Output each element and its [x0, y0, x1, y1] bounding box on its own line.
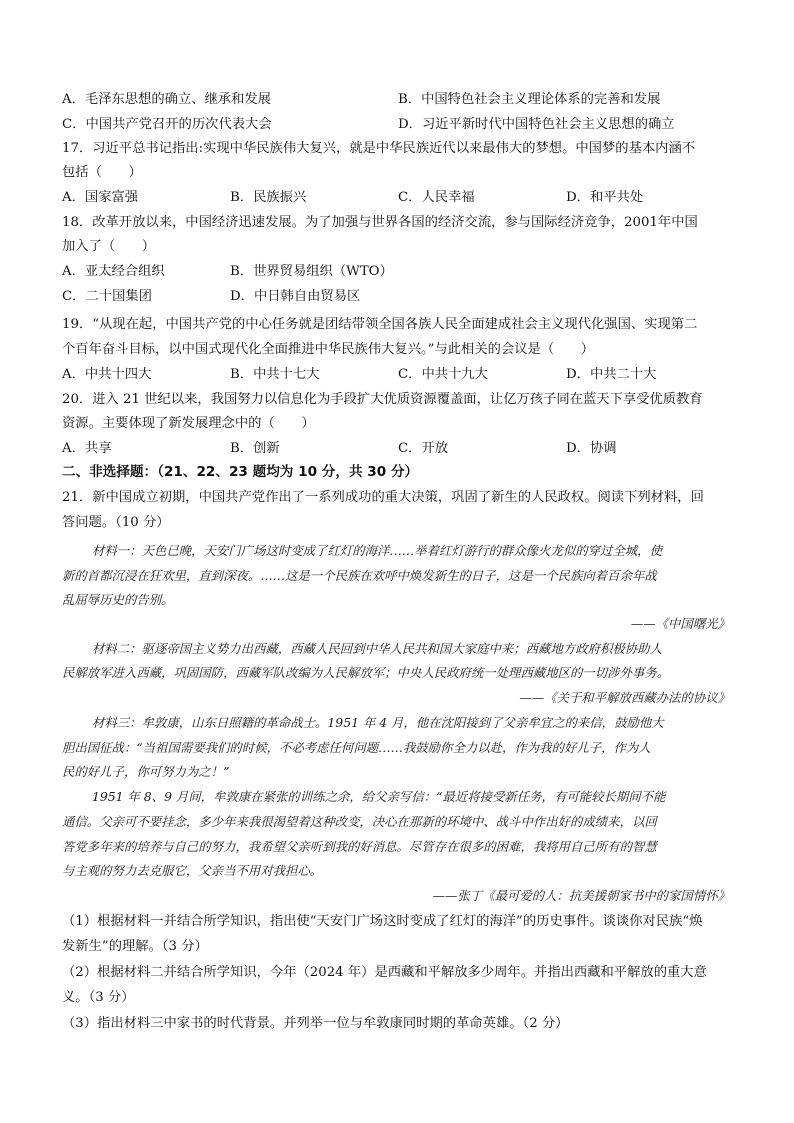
- subq1-line1: （1）根据材料一并结合所学知识，指出使“天安门广场这时变成了红灯的海洋”的历史事件。谈谈你对民族“焕: [62, 914, 703, 929]
- q18-option-c: C．二十国集团: [62, 289, 152, 304]
- q19-option-b: B．中共十七大: [230, 367, 320, 382]
- q18-option-a: A．亚太经合组织: [62, 264, 165, 279]
- material2-line1: 材料二：驱逐帝国主义势力出西藏，西藏人民回到中华人民共和国大家庭中来；西藏地方政府积极协助人: [92, 641, 662, 656]
- q20-option-a: A．共享: [62, 441, 112, 456]
- q17-option-b: B．民族振兴: [230, 190, 307, 205]
- material3-line6: 答党多年来的培养与自己的努力，我希望父亲听到我的好消息。尽管存在很多的困难，我将用自己所有的智慧: [62, 839, 657, 854]
- material1-line3: 乱屈辱历史的告别。: [62, 592, 174, 607]
- section-heading: 二、非选择题：（21、22、23 题均为 10 分，共 30 分）: [62, 464, 419, 480]
- q20-stem-line1: 20．进入 21 世纪以来，我国努力以信息化为手段扩大优质资源覆盖面，让亿万孩子同在蓝天下享受优质教育: [62, 392, 703, 407]
- material3-line3: 民的好儿子，你可努力为之！”: [62, 764, 230, 779]
- q21-stem-line1: 21．新中国成立初期，中国共产党作出了一系列成功的重大决策，巩固了新生的人民政权。阅读下列材料，回: [62, 490, 704, 505]
- q16-option-a: A．毛泽东思想的确立、继承和发展: [62, 92, 272, 107]
- material3-line7: 与主观的努力去克服它，父亲当不用对我担心。: [62, 863, 323, 878]
- material3-line5: 通信。父亲可不要挂念，多少年来我很渴望着这种改变，决心在那新的环境中、战斗中作出好的成绩来，以回: [62, 814, 657, 829]
- q18-option-b: B．世界贸易组织（WTO）: [230, 264, 393, 279]
- q20-option-c: C．开放: [398, 441, 449, 456]
- q17-option-a: A．国家富强: [62, 190, 139, 205]
- q19-stem-line2: 个百年奋斗目标，以中国式现代化全面推进中华民族伟大复兴。”与此相关的会议是（ ）: [62, 342, 595, 357]
- q17-stem-line2: 包括（ ）: [62, 165, 142, 180]
- q19-option-a: A．中共十四大: [62, 367, 152, 382]
- material2-source: ——《关于和平解放西藏办法的协议》: [519, 690, 730, 705]
- subq2-line1: （2）根据材料二并结合所学知识，今年（2024 年）是西藏和平解放多少周年。并指出西藏和平解放的重大意: [62, 965, 707, 980]
- q17-option-d: D．和平共处: [566, 190, 644, 205]
- material3-line1: 材料三：牟敦康，山东日照籍的革命战士。1951 年 4 月，他在沈阳接到了父亲牟宜之的来信，鼓励他大: [92, 715, 664, 730]
- subq3-line1: （3）指出材料三中家书的时代背景。并列举一位与牟敦康同时期的革命英雄。（2 分）: [62, 1016, 569, 1031]
- q21-stem-line2: 答问题。（10 分）: [62, 515, 170, 530]
- q20-option-d: D．协调: [566, 441, 617, 456]
- q17-option-c: C．人民幸福: [398, 190, 475, 205]
- q18-stem-line2: 加入了（ ）: [62, 239, 156, 254]
- material2-line2: 民解放军进入西藏，巩固国防，西藏军队改编为人民解放军；中央人民政府统一处理西藏地区的一切涉外事务。: [62, 665, 670, 680]
- q20-stem-line2: 资源。主要体现了新发展理念中的（ ）: [62, 416, 315, 431]
- q17-stem-line1: 17．习近平总书记指出:实现中华民族伟大复兴，就是中华民族近代以来最伟大的梦想。中国梦的基本内涵不: [62, 141, 696, 156]
- material3-line2: 胆出国征战：“当祖国需要我们的时候，不必考虑任何问题……我鼓励你全力以赴，作为我的好儿子，作为人: [62, 740, 651, 755]
- q20-option-b: B．创新: [230, 441, 280, 456]
- q19-option-d: D．中共二十大: [566, 367, 657, 382]
- subq1-line2: 发新生”的理解。（3 分）: [62, 939, 208, 954]
- material3-line4: 1951 年 8、9 月间，牟敦康在紧张的训练之余，给父亲写信：“最近将接受新任务，有可能较长期间不能: [92, 789, 666, 804]
- material1-line2: 新的首都沉浸在狂欢里，直到深夜。……这是一个民族在欢呼中焕发新生的日子，这是一个民族向着百余年战: [62, 568, 657, 583]
- q16-option-b: B．中国特色社会主义理论体系的完善和发展: [398, 92, 661, 107]
- material1-line1: 材料一：天色已晚，天安门广场这时变成了红灯的海洋……举着红灯游行的群众像火龙似的穿过全城，使: [92, 543, 662, 558]
- material3-source: ——张丁《最可爱的人：抗美援朝家书中的家国情怀》: [432, 888, 730, 903]
- q16-option-c: C．中国共产党召开的历次代表大会: [62, 117, 272, 132]
- q19-option-c: C．中共十九大: [398, 367, 488, 382]
- q18-option-d: D．中日韩自由贸易区: [230, 289, 361, 304]
- q19-stem-line1: 19．“从现在起，中国共产党的中心任务就是团结带领全国各族人民全面建成社会主义现代化强国、实现第二: [62, 317, 698, 332]
- q16-option-d: D．习近平新时代中国特色社会主义思想的确立: [398, 117, 675, 132]
- q18-stem-line1: 18．改革开放以来，中国经济迅速发展。为了加强与世界各国的经济交流，参与国际经济竞争，2001年中国: [62, 215, 698, 230]
- subq2-line2: 义。（3 分）: [62, 990, 135, 1005]
- material1-source: ——《中国曙光》: [630, 616, 730, 631]
